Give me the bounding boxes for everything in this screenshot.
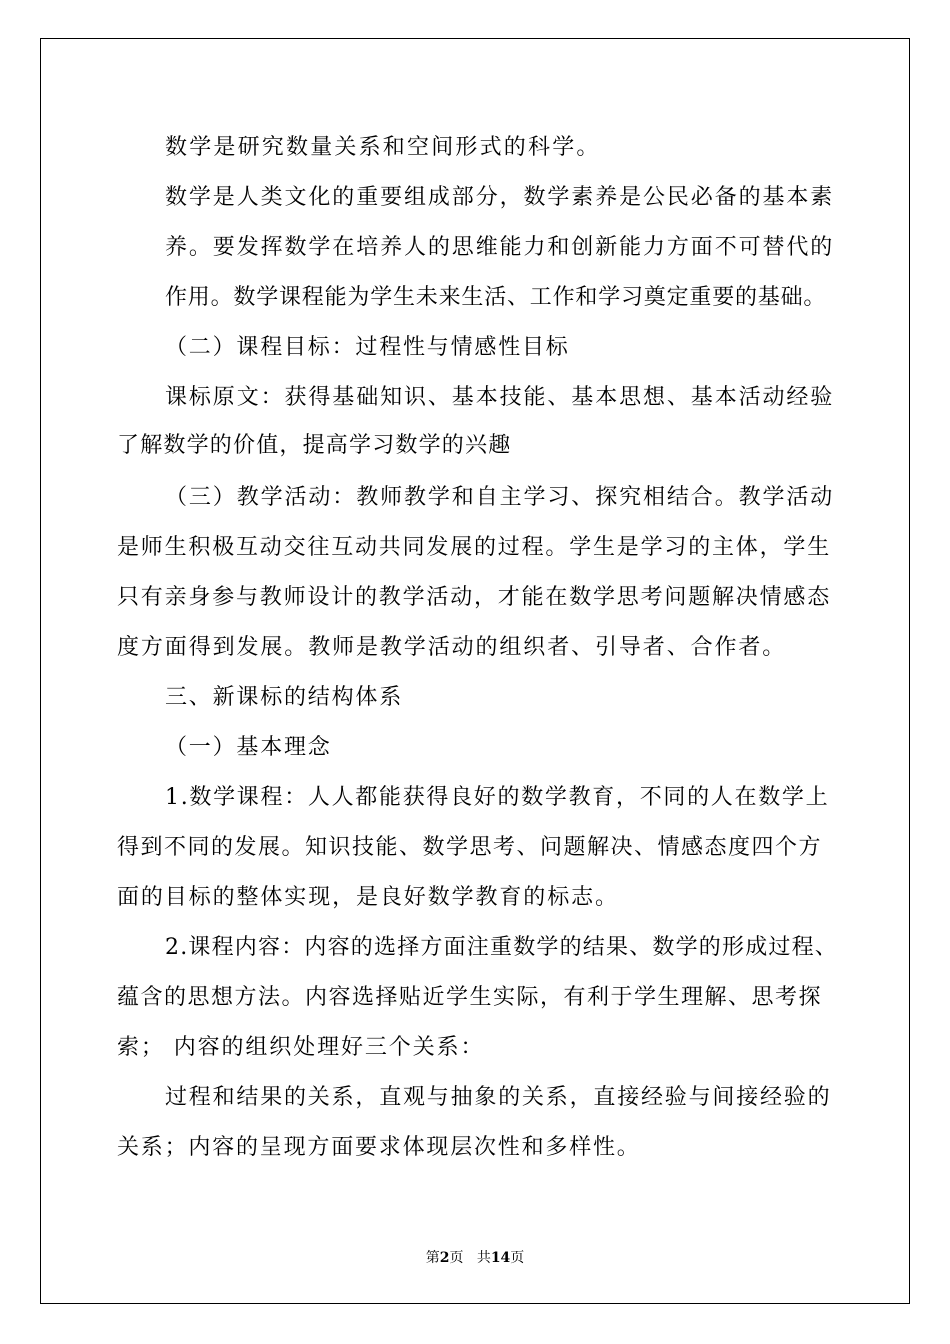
- subsection-heading: （一）基本理念: [165, 735, 332, 760]
- text-line: 面的目标的整体实现，是良好数学教育的标志。: [117, 885, 619, 910]
- text-line: 作用。数学课程能为学生未来生活、工作和学习奠定重要的基础。: [165, 285, 827, 310]
- text-line: 度方面得到发展。教师是教学活动的组织者、引导者、合作者。: [117, 635, 787, 660]
- text-line: 养。要发挥数学在培养人的思维能力和创新能力方面不可替代的: [165, 235, 835, 260]
- page-prefix: 第: [425, 1250, 440, 1266]
- text-line: 关系；内容的呈现方面要求体现层次性和多样性。: [117, 1135, 641, 1160]
- text-line: 索； 内容的组织处理好三个关系：: [117, 1035, 485, 1060]
- text-line: 了解数学的价值，提高学习数学的兴趣: [117, 433, 512, 458]
- text-line: 1.数学课程：人人都能获得良好的数学教育，不同的人在数学上: [165, 785, 830, 810]
- text-line: 2.课程内容：内容的选择方面注重数学的结果、数学的形成过程、: [165, 935, 838, 960]
- text-line: 得到不同的发展。知识技能、数学思考、问题解决、情感态度四个方: [117, 835, 823, 860]
- page-suffix: 页: [449, 1250, 464, 1266]
- text-line: 蕴含的思想方法。内容选择贴近学生实际，有利于学生理解、思考探: [117, 985, 823, 1010]
- text-line: 课标原文：获得基础知识、基本技能、基本思想、基本活动经验: [165, 385, 835, 410]
- text-line: （二）课程目标：过程性与情感性目标: [165, 335, 570, 360]
- text-line: 是师生积极互动交往互动共同发展的过程。学生是学习的主体，学生: [117, 535, 832, 560]
- section-heading: 三、新课标的结构体系: [165, 685, 404, 710]
- page-frame: [40, 38, 910, 1304]
- text-line: 数学是人类文化的重要组成部分，数学素养是公民必备的基本素: [165, 185, 835, 210]
- current-page-number: 2: [439, 1250, 450, 1266]
- total-prefix: 共: [476, 1250, 491, 1266]
- page-footer: [0, 1249, 950, 1267]
- text-line: （三）教学活动：教师教学和自主学习、探究相结合。教学活动: [165, 485, 835, 510]
- text-line: 过程和结果的关系，直观与抽象的关系，直接经验与间接经验的: [165, 1085, 832, 1110]
- text-line: 数学是研究数量关系和空间形式的科学。: [165, 135, 601, 160]
- total-suffix: 页: [510, 1250, 525, 1266]
- text-line: 只有亲身参与教师设计的教学活动，才能在数学思考问题解决情感态: [117, 585, 832, 610]
- total-page-count: 14: [490, 1250, 511, 1266]
